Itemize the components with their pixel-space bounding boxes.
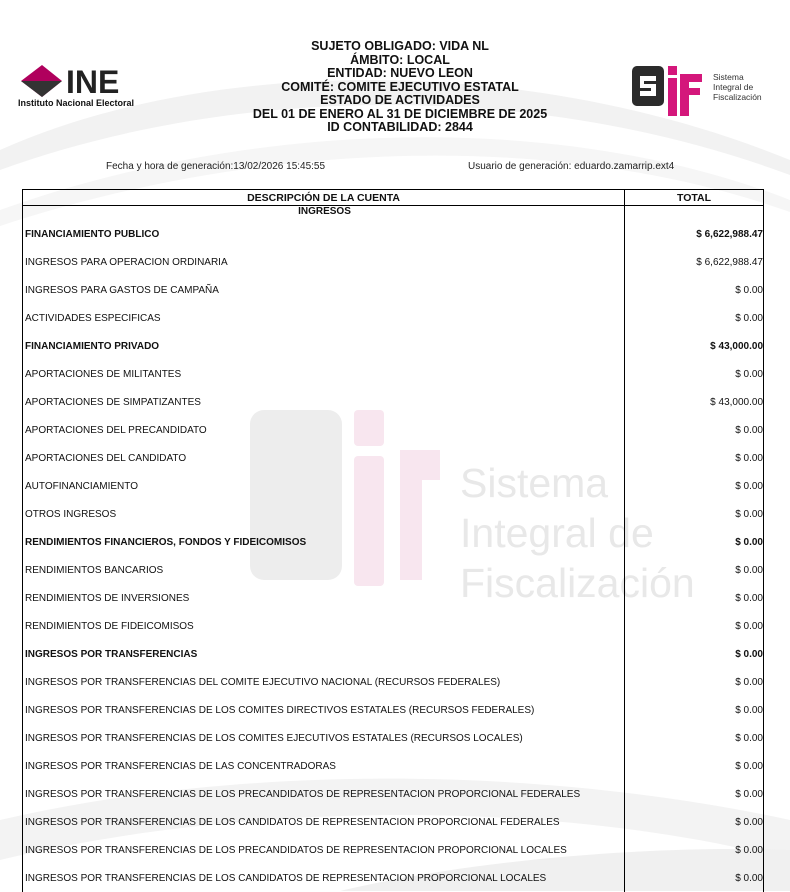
table-row (23, 696, 764, 724)
account-description: ACTIVIDADES ESPECIFICAS (23, 304, 625, 332)
header-entity: ENTIDAD: NUEVO LEON (327, 66, 473, 80)
account-total: $ 0.00 (625, 724, 764, 752)
account-total: $ 0.00 (625, 416, 764, 444)
table-row (23, 220, 764, 248)
column-header-total: TOTAL (625, 190, 764, 206)
table-row (23, 248, 764, 276)
account-total: $ 0.00 (625, 752, 764, 780)
account-description: INGRESOS POR TRANSFERENCIAS DE LOS PRECANDIDATOS DE REPRESENTACION PROPORCIONAL FEDERALES (23, 780, 625, 808)
account-total: $ 0.00 (625, 864, 764, 892)
sif-subtitle-line: Fiscalización (713, 92, 762, 102)
account-description: APORTACIONES DEL CANDIDATO (23, 444, 625, 472)
table-row (23, 836, 764, 864)
table-row (23, 472, 764, 500)
account-total: $ 0.00 (625, 668, 764, 696)
account-total: $ 0.00 (625, 640, 764, 668)
section-row (23, 206, 764, 221)
account-description: RENDIMIENTOS DE FIDEICOMISOS (23, 612, 625, 640)
account-description: FINANCIAMIENTO PUBLICO (23, 220, 625, 248)
account-description: RENDIMIENTOS FINANCIEROS, FONDOS Y FIDEICOMISOS (23, 528, 625, 556)
generation-date: Fecha y hora de generación:13/02/2026 15:45:55 (106, 161, 326, 172)
sif-subtitle-line: Sistema (713, 72, 744, 82)
table-row (23, 332, 764, 360)
sif-logo-icon (630, 64, 710, 120)
table-row (23, 724, 764, 752)
table-row (23, 500, 764, 528)
account-description: INGRESOS POR TRANSFERENCIAS DE LOS PRECANDIDATOS DE REPRESENTACION PROPORCIONAL LOCALES (23, 836, 625, 864)
account-total: $ 0.00 (625, 528, 764, 556)
sif-logo (630, 64, 780, 120)
table-row (23, 388, 764, 416)
account-total: $ 0.00 (625, 304, 764, 332)
header-period: DEL 01 DE ENERO AL 31 DE DICIEMBRE DE 2025 (252, 106, 548, 121)
table-row (23, 276, 764, 304)
table-row (23, 780, 764, 808)
table-row (23, 864, 764, 892)
table-row (23, 360, 764, 388)
header-obligated-subject: SUJETO OBLIGADO: VIDA NL (311, 39, 489, 53)
account-description: APORTACIONES DE MILITANTES (23, 360, 625, 388)
account-total: $ 0.00 (625, 836, 764, 864)
account-description: APORTACIONES DEL PRECANDIDATO (23, 416, 625, 444)
table-row (23, 556, 764, 584)
watermark-line: Sistema (460, 460, 609, 506)
account-total: $ 43,000.00 (625, 388, 764, 416)
report-header (170, 40, 630, 135)
table-row (23, 668, 764, 696)
header-committee: COMITÉ: COMITE EJECUTIVO ESTATAL (281, 79, 519, 94)
generation-user: Usuario de generación: eduardo.zamarrip.ext4 (468, 161, 675, 172)
account-total: $ 0.00 (625, 500, 764, 528)
account-total: $ 0.00 (625, 696, 764, 724)
account-description: INGRESOS POR TRANSFERENCIAS DE LOS COMITES DIRECTIVOS ESTATALES (RECURSOS FEDERALES) (23, 696, 625, 724)
account-total: $ 0.00 (625, 612, 764, 640)
account-total: $ 6,622,988.47 (625, 220, 764, 248)
table-row (23, 304, 764, 332)
table-row (23, 752, 764, 780)
header-scope: ÁMBITO: LOCAL (350, 52, 450, 67)
section-total (625, 206, 764, 221)
account-description: INGRESOS POR TRANSFERENCIAS DE LOS COMITES EJECUTIVOS ESTATALES (RECURSOS LOCALES) (23, 724, 625, 752)
account-description: INGRESOS PARA OPERACION ORDINARIA (23, 248, 625, 276)
table-row (23, 808, 764, 836)
account-description: INGRESOS PARA GASTOS DE CAMPAÑA (23, 276, 625, 304)
account-total: $ 0.00 (625, 444, 764, 472)
sif-subtitle-line: Integral de (713, 82, 754, 92)
account-description: RENDIMIENTOS DE INVERSIONES (23, 584, 625, 612)
table-header-row (23, 190, 764, 206)
account-total: $ 0.00 (625, 584, 764, 612)
account-description: APORTACIONES DE SIMPATIZANTES (23, 388, 625, 416)
ine-caption: Instituto Nacional Electoral (18, 98, 135, 108)
account-description: INGRESOS POR TRANSFERENCIAS DE LOS CANDIDATOS DE REPRESENTACION PROPORCIONAL LOCALES (23, 864, 625, 892)
ine-logo-icon (18, 63, 158, 97)
column-header-description: DESCRIPCIÓN DE LA CUENTA (23, 190, 625, 206)
section-label: INGRESOS (23, 206, 625, 221)
account-total: $ 0.00 (625, 780, 764, 808)
watermark-line: Fiscalización (460, 560, 695, 606)
ine-logo-text: INE (66, 64, 120, 97)
account-description: INGRESOS POR TRANSFERENCIAS DE LOS CANDIDATOS DE REPRESENTACION PROPORCIONAL FEDERALES (23, 808, 625, 836)
account-total: $ 0.00 (625, 276, 764, 304)
sif-subtitle (713, 72, 762, 102)
table-row (23, 528, 764, 556)
account-description: INGRESOS POR TRANSFERENCIAS DEL COMITE EJECUTIVO NACIONAL (RECURSOS FEDERALES) (23, 668, 625, 696)
account-total: $ 0.00 (625, 808, 764, 836)
table-row (23, 640, 764, 668)
account-description: INGRESOS POR TRANSFERENCIAS (23, 640, 625, 668)
table-row (23, 416, 764, 444)
table-row (23, 584, 764, 612)
watermark-line: Integral de (460, 510, 654, 556)
account-description: INGRESOS POR TRANSFERENCIAS DE LAS CONCENTRADORAS (23, 752, 625, 780)
activities-table (22, 189, 763, 892)
table-row (23, 444, 764, 472)
account-description: RENDIMIENTOS BANCARIOS (23, 556, 625, 584)
account-description: FINANCIAMIENTO PRIVADO (23, 332, 625, 360)
ine-logo (18, 63, 158, 109)
header-accounting-id: ID CONTABILIDAD: 2844 (327, 120, 473, 134)
account-total: $ 6,622,988.47 (625, 248, 764, 276)
table-row (23, 612, 764, 640)
account-description: AUTOFINANCIAMIENTO (23, 472, 625, 500)
account-description: OTROS INGRESOS (23, 500, 625, 528)
account-total: $ 0.00 (625, 360, 764, 388)
header-report-title: ESTADO DE ACTIVIDADES (320, 93, 480, 107)
account-total: $ 0.00 (625, 472, 764, 500)
account-total: $ 43,000.00 (625, 332, 764, 360)
account-total: $ 0.00 (625, 556, 764, 584)
